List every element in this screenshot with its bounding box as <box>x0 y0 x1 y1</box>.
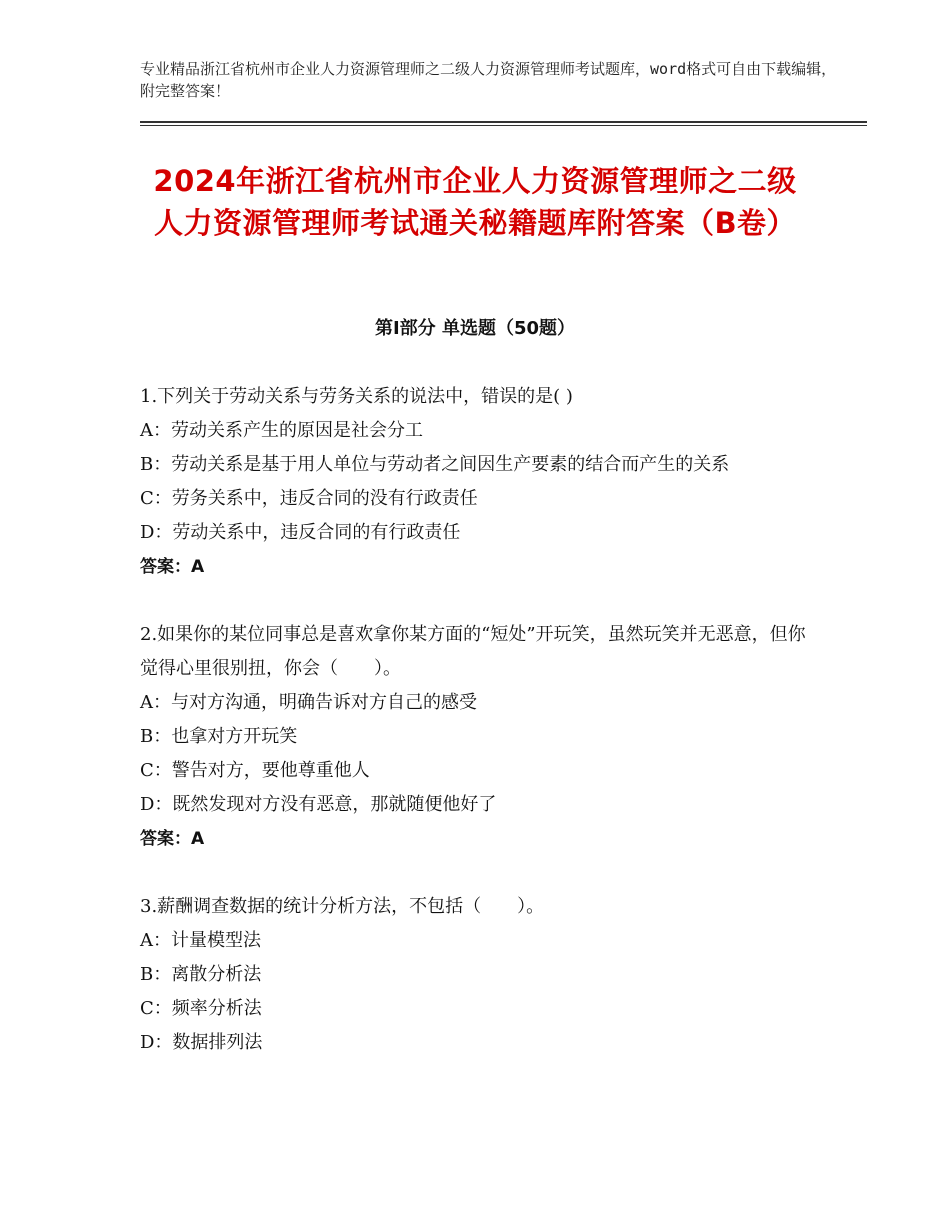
option-a: A：计量模型法 <box>140 930 261 951</box>
header-divider <box>140 121 867 127</box>
question-stem: 1.下列关于劳动关系与劳务关系的说法中，错误的是( ) <box>140 386 573 407</box>
answer: 答案：A <box>140 829 205 849</box>
question-stem: 2.如果你的某位同事总是喜欢拿你某方面的“短处”开玩笑，虽然玩笑并无恶意，但你觉得心里很别扭，你会（ ）。 <box>140 624 806 679</box>
option-a: A：与对方沟通，明确告诉对方自己的感受 <box>140 692 477 713</box>
option-b: B：劳动关系是基于用人单位与劳动者之间因生产要素的结合而产生的关系 <box>140 454 730 475</box>
option-b: B：也拿对方开玩笑 <box>140 726 298 747</box>
question-stem: 3.薪酬调查数据的统计分析方法，不包括（ ）。 <box>140 896 545 917</box>
page-header: 专业精品浙江省杭州市企业人力资源管理师之二级人力资源管理师考试题库，word格式可自由下载编辑，附完整答案！ <box>140 60 837 100</box>
option-b: B：离散分析法 <box>140 964 262 985</box>
question-1 <box>140 380 810 584</box>
option-d: D：既然发现对方没有恶意，那就随便他好了 <box>140 794 497 815</box>
answer: 答案：A <box>140 557 205 577</box>
option-c: C：频率分析法 <box>140 998 262 1019</box>
option-c: C：劳务关系中，违反合同的没有行政责任 <box>140 488 478 509</box>
option-c: C：警告对方，要他尊重他人 <box>140 760 370 781</box>
document-title: 2024年浙江省杭州市企业人力资源管理师之二级人力资源管理师考试通关秘籍题库附答案（B卷） <box>153 164 797 240</box>
question-2 <box>140 618 810 856</box>
section-heading: 第Ⅰ部分 单选题（50题） <box>374 318 575 339</box>
question-list <box>140 380 810 1094</box>
option-d: D：数据排列法 <box>140 1032 263 1053</box>
option-d: D：劳动关系中，违反合同的有行政责任 <box>140 522 461 543</box>
question-3 <box>140 890 810 1060</box>
option-a: A：劳动关系产生的原因是社会分工 <box>140 420 423 441</box>
